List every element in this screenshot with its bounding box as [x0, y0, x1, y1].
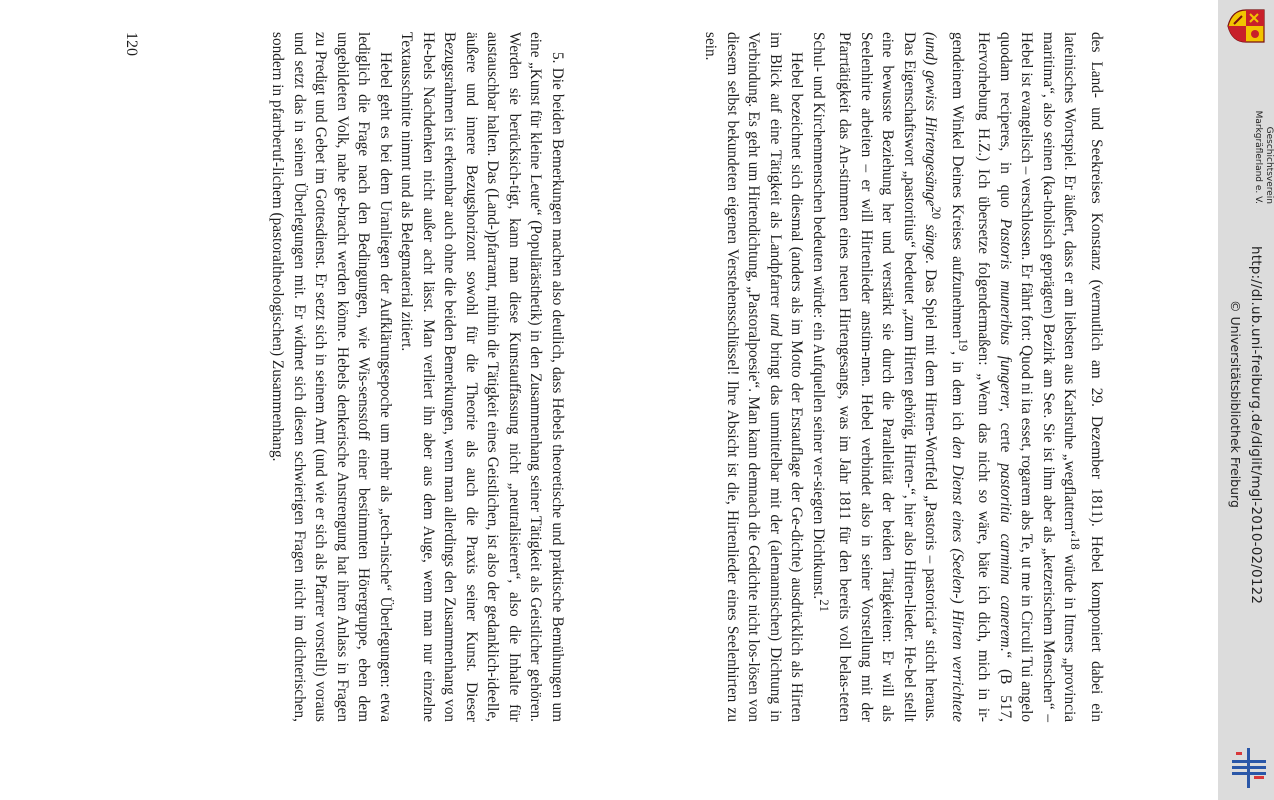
society-name-line1: Geschichtsverein [1264, 126, 1274, 204]
sidebar-text-rotated [1218, 0, 1274, 800]
page-number: 120 [123, 32, 140, 56]
top-paragraph-1: des Land- und Seekreises Konstanz (vermutlich am 29. Dezember 1811). Hebel komponiert dabei ein lateinisches Wortspiel. Er äußert, dass er am liebsten aus Karlsruhe „wegflattern“$^{18}$ würde in Ittners „provincia maritima“, also seinen (ka-tholisch geprägten) Bezirk am See. Sie ist ihm aber als „ketzerischem Menschen“ – Hebel ist evangelisch – verschlossen. Er fährt fort: Quod ni ita esset, rogarem abs Te, ut me in Circuli Tui angelo quodam reciperes, in quo Pastoris muneribus fungerer, certe pastoritia carmina canerem.“ (B 517, Hervorhebung H.Z.) Ich übersetze folgendermaßen: „Wenn das nicht so wäre, bäte ich dich, mich in ir-gendeinem Winkel Deines Kreises aufzunehmen$^{19}$, in dem ich den Dienst eines (Seelen-) Hirten verrichtete (und) gewiss Hirtengesänge$^{20}$ sänge. Das Spiel mit dem Hirten-Wortfeld „Pastoris – pastoricia“ sticht heraus. Das Eigenschaftswort „pastoritius“ bedeutet „zum Hirten gehörig, Hirten-“, hier also Hirten-lieder. He-bel stellt eine bewusste Beziehung her und verstärkt sie durch die Parallelität der beiden Tätigkeiten: Er will als Seelenhirte arbeiten – er will Hirtenlieder anstim-men. Hebel verbindet also in seiner Vorstellung mit der Pfarrtätigkeit das An-stimmen eines neuen Hirtengesangs, was im Jahr 1811 für den bereits voll belas-teten Schul- und Kirchenmenschen bedeuten würde: ein Aufquellen seiner ver-siegten Dichtkunst.$^{21}$ [809, 32, 1105, 723]
coat-of-arms-icon [1224, 6, 1268, 46]
permalink-url[interactable]: http://dl.ub.uni-freiburg.de/diglit/mgl-2010-02/0122 [1248, 246, 1264, 605]
bottom-paragraph-1: 5. Die beiden Bemerkungen machen also deutlich, dass Hebels theoretische und praktische Bemühungen um eine „Kunst für kleine Leute“ (Populärästhetik) in den Zusammenhang seiner Tätigkeit als Geistlicher gehören. Werden sie berücksich-tigt, kann man diese Kunstauffassung nicht „neutralisieren“, also die Inhalte für austauschbar halten. Das (Land-)pfarramt, mithin die Tätigkeit eines Geistlichen, ist also der gedanklich-ideelle, äußere und innere Bezugshorizont sowohl für die Theorie als auch die Praxis seiner Kunst. Dieser Bezugsrahmen ist erkennbar auch ohne die beiden Bemerkungen, wenn man allerdings den Zusammenhang von He-bels Nachdenken nicht außer acht lässt. Man verliert ihn aber aus dem Auge, wenn man nur einzelne Textausschnitte nimmt und als Belegmaterial zitiert. [398, 32, 566, 722]
top-paragraph-2: Hebel bezeichnet sich diesmal (anders als im Motto der Erstauflage der Ge-dichte) ausdrücklich als Hirten im Blick auf eine Tätigkeit als Landpfarrer und bringt das unmittelbar mit der (alemannischen) Dichtung in Verbindung. Es geht um Hirtendichtung, „Pastoralpoesie“. Man kann demnach die Gedichte nicht los-lösen von diesem selbst bekundeten eigenen Verstehensschlüssel! Ihre Absicht ist die, Hirtenlieder eines Seelenhirten zu sein. [702, 32, 806, 722]
text-block-top [700, 32, 1107, 722]
copyright-notice: © Universitätsbibliothek Freiburg [1228, 300, 1243, 508]
viewer-sidebar [1218, 0, 1274, 800]
ub-freiburg-logo-icon [1228, 744, 1270, 792]
text-block-bottom [267, 32, 568, 722]
bottom-paragraph-2: Hebel geht es bei dem Uranliegen der Aufklärungsepoche um mehr als „tech-nische“ Überlegungen: etwa lediglich die Frage nach den Bedingungen, wie Wis-sensstoff einer bestimmten Hörergruppe, eben dem ungebildeten Volk, nahe ge-bracht werden könne. Hebels denkerische Anstrengung hat ihren Anlass in Fragen zu Predigt und Gebet im Gottesdienst. Er setzt sich in seinem Amt (und wie er sich als Pfarrer vorstellt) voraus und setzt das in seinen Überlegungen mit. Er widmet sich diesen schwierigen Fragen nicht im dichterischen, sondern in pfarrberuf-lichem (pastoraltheologischen) Zusammenhang. [269, 32, 394, 722]
society-name [1252, 64, 1274, 204]
society-name-line2: Markgräflerland e. V. [1253, 110, 1263, 204]
